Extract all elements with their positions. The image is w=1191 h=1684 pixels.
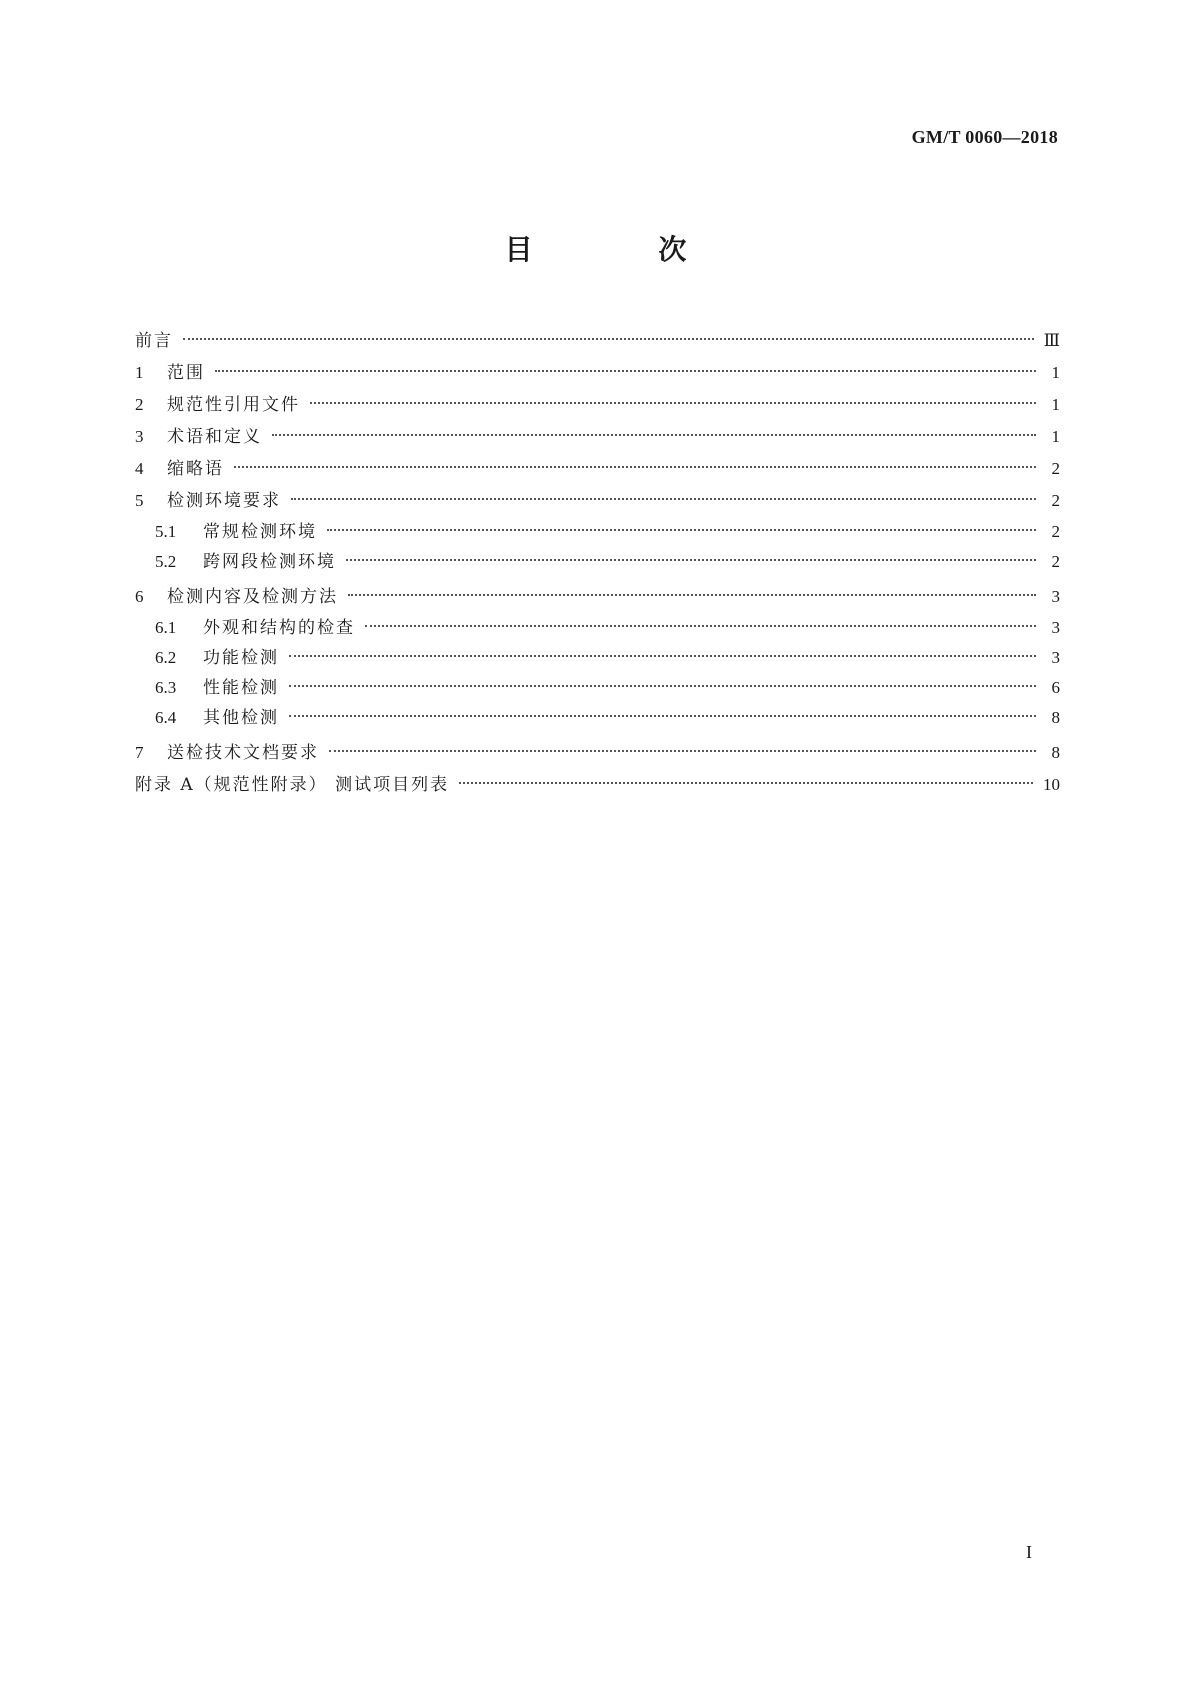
toc-entry-5-1[interactable] — [135, 517, 1060, 547]
toc-entry-number: 6 — [135, 587, 144, 606]
toc-entry-page: 2 — [1051, 459, 1060, 478]
toc-entry-label: 送检技术文档要求 — [167, 743, 319, 763]
toc-entry-label: 前言 — [135, 331, 173, 351]
toc-entry-page: 8 — [1051, 743, 1060, 762]
toc-entry-number: 5.1 — [155, 522, 177, 541]
page-title: 目 次 — [504, 233, 745, 266]
toc-leader-dots — [289, 715, 1036, 717]
toc-entry-label: 检测内容及检测方法 — [167, 587, 338, 607]
toc-entry-number: 1 — [135, 363, 144, 382]
toc-entry-6-2[interactable] — [135, 643, 1060, 673]
toc-entry-label: 范围 — [167, 363, 205, 383]
toc-entry-6-3[interactable] — [135, 673, 1060, 703]
toc-entry-number: 6.4 — [155, 708, 177, 727]
toc-entry-label: 术语和定义 — [167, 427, 262, 447]
toc-entry-page: 2 — [1051, 522, 1060, 541]
toc-leader-dots — [310, 402, 1036, 404]
toc-entry-appendix-a[interactable] — [135, 769, 1060, 801]
toc-entry-page: 1 — [1051, 395, 1060, 414]
toc-entry-number: 4 — [135, 459, 144, 478]
toc-entry-page: 6 — [1051, 678, 1060, 697]
toc-entry-page: 8 — [1051, 708, 1060, 727]
toc-entry-2[interactable] — [135, 389, 1060, 421]
toc-entry-6-1[interactable] — [135, 613, 1060, 643]
toc-leader-dots — [272, 434, 1036, 436]
toc-leader-dots — [348, 594, 1036, 596]
toc-entry-label: 缩略语 — [167, 459, 224, 479]
toc-entry-5[interactable] — [135, 485, 1060, 517]
toc-entry-label: 外观和结构的检查 — [203, 618, 355, 638]
toc-entry-number: 6.1 — [155, 618, 177, 637]
toc-entry-page: Ⅲ — [1043, 331, 1060, 350]
toc-entry-7[interactable] — [135, 737, 1060, 769]
toc-entry-label: 检测环境要求 — [167, 491, 281, 511]
toc-entry-1[interactable] — [135, 357, 1060, 389]
toc-entry-label: 常规检测环境 — [203, 522, 317, 542]
toc-entry-page: 3 — [1051, 648, 1060, 667]
toc-entry-page: 1 — [1051, 363, 1060, 382]
toc-entry-5-2[interactable] — [135, 547, 1060, 577]
toc-leader-dots — [459, 782, 1033, 784]
toc-entry-6-4[interactable] — [135, 703, 1060, 733]
toc-entry-number: 6.3 — [155, 678, 177, 697]
page-number: I — [1026, 1542, 1032, 1562]
toc-entry-label: 跨网段检测环境 — [203, 552, 336, 572]
toc-entry-page: 3 — [1051, 587, 1060, 606]
toc-entry-number: 2 — [135, 395, 144, 414]
toc-entry-label: 性能检测 — [203, 678, 279, 698]
toc-leader-dots — [289, 655, 1036, 657]
toc-leader-dots — [215, 370, 1036, 372]
toc-entry-number: 5 — [135, 491, 144, 510]
toc-leader-dots — [365, 625, 1036, 627]
toc-entry-label: 其他检测 — [203, 708, 279, 728]
toc-entry-label: 附录 A（规范性附录） 测试项目列表 — [135, 775, 450, 795]
standard-code: GM/T 0060—2018 — [911, 127, 1058, 147]
toc-entry-page: 2 — [1051, 552, 1060, 571]
toc-entry-preface[interactable] — [135, 325, 1060, 357]
toc-entry-number: 7 — [135, 743, 144, 762]
toc-leader-dots — [234, 466, 1036, 468]
toc-entry-page: 10 — [1043, 775, 1060, 794]
toc-entry-6[interactable] — [135, 581, 1060, 613]
toc-leader-dots — [346, 559, 1036, 561]
toc-entry-number: 3 — [135, 427, 144, 446]
toc-leader-dots — [291, 498, 1036, 500]
toc-entry-page: 3 — [1051, 618, 1060, 637]
toc-entry-4[interactable] — [135, 453, 1060, 485]
table-of-contents — [135, 325, 1060, 801]
toc-entry-number: 5.2 — [155, 552, 177, 571]
toc-entry-page: 2 — [1051, 491, 1060, 510]
toc-entry-label: 功能检测 — [203, 648, 279, 668]
toc-entry-3[interactable] — [135, 421, 1060, 453]
toc-leader-dots — [327, 529, 1036, 531]
toc-entry-label: 规范性引用文件 — [167, 395, 300, 415]
toc-entry-number: 6.2 — [155, 648, 177, 667]
toc-leader-dots — [289, 685, 1036, 687]
toc-entry-page: 1 — [1051, 427, 1060, 446]
toc-leader-dots — [183, 338, 1034, 340]
toc-leader-dots — [329, 750, 1036, 752]
